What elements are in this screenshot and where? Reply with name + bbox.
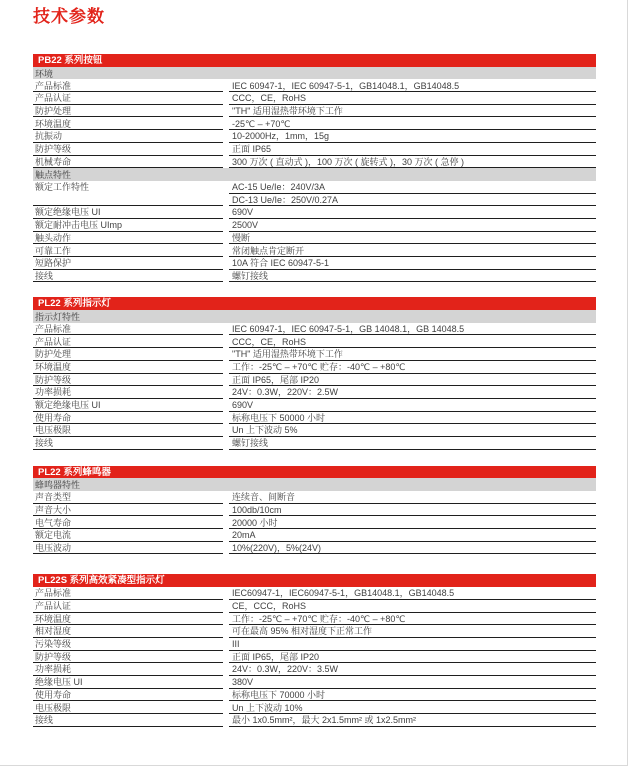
section-header: 触点特性 — [33, 168, 596, 181]
spec-row-label: 防护等级 — [33, 374, 223, 387]
spec-table-pl22-buzzer — [33, 466, 596, 555]
spec-row-label: 声音大小 — [33, 504, 223, 517]
spec-row-value: IEC60947-1，IEC60947-5-1，GB14048.1，GB14048.5 — [229, 587, 596, 600]
spec-row-label: 环境温度 — [33, 117, 223, 130]
spec-row-label: 额定绝缘电压 UI — [33, 399, 223, 412]
spec-row-value: 螺钉接线 — [229, 437, 596, 450]
spec-row-label: 产品认证 — [33, 600, 223, 613]
spec-row-label: 环境温度 — [33, 613, 223, 626]
section-header: 蜂鸣器特性 — [33, 478, 596, 491]
spec-row-value: 工作：-25℃ – +70℃ 贮存：-40℃ – +80℃ — [229, 613, 596, 626]
spec-table-pb22-pushbutton — [33, 54, 596, 282]
spec-row-value: 工作：-25℃ – +70℃ 贮存：-40℃ – +80℃ — [229, 361, 596, 374]
spec-row-value: 24V：0.3W，220V：3.5W — [229, 663, 596, 676]
spec-row-value: CCC，CE，RoHS — [229, 335, 596, 348]
spec-row-value: 正面 IP65，尾部 IP20 — [229, 374, 596, 387]
spec-row-value: 10A 符合 IEC 60947-5-1 — [229, 257, 596, 270]
spec-row-value: 螺钉接线 — [229, 270, 596, 283]
spec-row-value: 380V — [229, 676, 596, 689]
spec-row-label: 绝缘电压 UI — [33, 676, 223, 689]
spec-row-label: 额定绝缘电压 UI — [33, 206, 223, 219]
spec-row-label: 电压极限 — [33, 424, 223, 437]
spec-row-value: 10-2000Hz，1mm，15g — [229, 130, 596, 143]
spec-row-value: 690V — [229, 206, 596, 219]
spec-row-label: 使用寿命 — [33, 412, 223, 425]
table-title-pl22s-compact-indicator: PL22S 系列高效紧凑型指示灯 — [33, 574, 596, 587]
spec-row-label: 产品标准 — [33, 323, 223, 336]
spec-row-value: 正面 IP65 — [229, 143, 596, 156]
spec-row-label: 电压波动 — [33, 542, 223, 555]
spec-row-value: -25℃ – +70℃ — [229, 117, 596, 130]
spec-row-value: 常闭触点肯定断开 — [229, 244, 596, 257]
spec-row-label: 功率损耗 — [33, 386, 223, 399]
spec-row-label: 机械寿命 — [33, 156, 223, 169]
spec-row-label: 额定电流 — [33, 529, 223, 542]
spec-row-value: CCC，CE，RoHS — [229, 92, 596, 105]
spec-row-label: 防护处理 — [33, 348, 223, 361]
spec-row-label: 防护等级 — [33, 651, 223, 664]
spec-row-label: 额定工作特性 — [33, 181, 223, 206]
table-title-pl22-indicator: PL22 系列指示灯 — [33, 297, 596, 310]
spec-row-value: Un 上下波动 10% — [229, 701, 596, 714]
spec-row-label: 接线 — [33, 437, 223, 450]
spec-table-pl22-indicator — [33, 297, 596, 449]
spec-tables-container — [33, 54, 596, 727]
spec-row-value: AC-15 Ue/Ie：240V/3A — [229, 181, 596, 194]
spec-row-label: 环境温度 — [33, 361, 223, 374]
spec-row-value: III — [229, 638, 596, 651]
spec-row-value: 20000 小时 — [229, 516, 596, 529]
spec-row-label: 短路保护 — [33, 257, 223, 270]
page-title: 技术参数 — [33, 7, 105, 26]
spec-row-label: 产品标准 — [33, 79, 223, 92]
spec-row-value: "TH" 适用湿热带环境下工作 — [229, 105, 596, 118]
spec-row-label: 污染等级 — [33, 638, 223, 651]
spec-row-value: 24V：0.3W，220V：2.5W — [229, 386, 596, 399]
spec-row-value: IEC 60947-1，IEC 60947-5-1，GB 14048.1，GB 14048.5 — [229, 323, 596, 336]
spec-row-label: 电气寿命 — [33, 516, 223, 529]
spec-row-value: CE，CCC，RoHS — [229, 600, 596, 613]
table-title-pl22-buzzer: PL22 系列蜂鸣器 — [33, 466, 596, 479]
section-header: 指示灯特性 — [33, 310, 596, 323]
spec-row-label: 可靠工作 — [33, 244, 223, 257]
spec-row-label: 使用寿命 — [33, 689, 223, 702]
spec-row-value: 正面 IP65，尾部 IP20 — [229, 651, 596, 664]
spec-row-value: 标称电压下 50000 小时 — [229, 412, 596, 425]
spec-row-label: 防护等级 — [33, 143, 223, 156]
spec-row-value: 慢断 — [229, 232, 596, 245]
spec-row-label: 触头动作 — [33, 232, 223, 245]
spec-row-label: 产品认证 — [33, 335, 223, 348]
spec-row-label: 电压极限 — [33, 701, 223, 714]
spec-table-pl22s-compact-indicator — [33, 574, 596, 726]
spec-row-label: 相对湿度 — [33, 625, 223, 638]
spec-row-value: 标称电压下 70000 小时 — [229, 689, 596, 702]
spec-row-label: 产品标准 — [33, 587, 223, 600]
table-title-pb22-pushbutton: PB22 系列按钮 — [33, 54, 596, 67]
spec-row-value: 20mA — [229, 529, 596, 542]
spec-row-value: 690V — [229, 399, 596, 412]
spec-row-label: 功率损耗 — [33, 663, 223, 676]
section-header: 环境 — [33, 67, 596, 80]
spec-row-label: 抗振动 — [33, 130, 223, 143]
spec-row-label: 接线 — [33, 714, 223, 727]
spec-row-value: 10%(220V)，5%(24V) — [229, 542, 596, 555]
spec-row-value: IEC 60947-1，IEC 60947-5-1，GB14048.1，GB14048.5 — [229, 79, 596, 92]
spec-row-label: 防护处理 — [33, 105, 223, 118]
spec-row-value: 100db/10cm — [229, 504, 596, 517]
spec-row-label: 额定耐冲击电压 UImp — [33, 219, 223, 232]
spec-row-label: 产品认证 — [33, 92, 223, 105]
spec-row-label: 接线 — [33, 270, 223, 283]
spec-row-value: 最小 1x0.5mm²，最大 2x1.5mm² 或 1x2.5mm² — [229, 714, 596, 727]
spec-row-value: Un 上下波动 5% — [229, 424, 596, 437]
spec-row-value: 300 万次 ( 直动式 )，100 万次 ( 旋转式 )，30 万次 ( 急停 ) — [229, 156, 596, 169]
spec-row-value: "TH" 适用湿热带环境下工作 — [229, 348, 596, 361]
spec-row-value: 可在最高 95% 相对湿度下正常工作 — [229, 625, 596, 638]
spec-row-label: 声音类型 — [33, 491, 223, 504]
spec-row-value: 连续音、间断音 — [229, 491, 596, 504]
spec-row-value: DC-13 Ue/Ie：250V/0.27A — [229, 194, 596, 207]
spec-row-value: 2500V — [229, 219, 596, 232]
